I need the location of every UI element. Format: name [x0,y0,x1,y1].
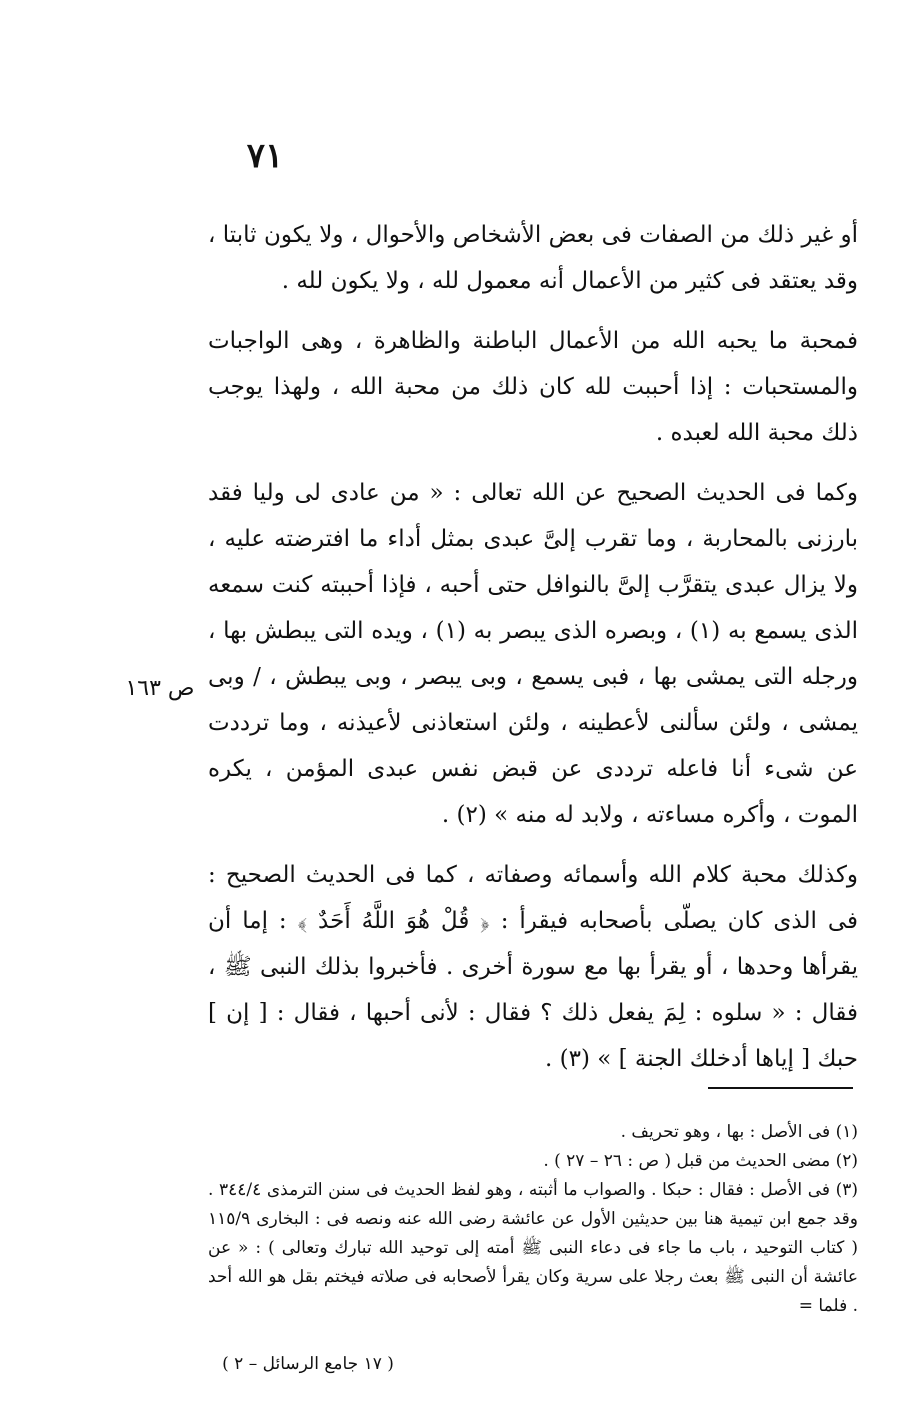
footnote: (٢) مضى الحديث من قبل ( ص : ٢٦ – ٢٧ ) . [543,1151,858,1171]
footnote: (٣) فى الأصل : فقال : حبكا . والصواب ما أثبته ، وهو لفظ الحديث فى سنن الترمذى ٣٤٤/٤ . وقد جمع ابن تيمية هنا بين حديثين الأول عن عائشة رضى الله عنه ونصه فى : البخارى ١١٥/٩ ( كتاب التوحيد ، باب ما جاء فى دعاء النبى ﷺ أمته إلى توحيد الله تبارك وتعالى ) : « عن عائشة أن النبى ﷺ بعث رجلا على سرية وكان يقرأ لأصحابه فى صلاته فيختم بقل هو الله أحد . فلما = [208,1180,859,1316]
margin-page-reference: ص ١٦٣ [125,676,195,701]
paragraph: أو غير ذلك من الصفات فى بعض الأشخاص والأحوال ، ولا يكون ثابتا ، وقد يعتقد فى كثير من الأعمال أنه معمول لله ، ولا يكون لله . [208,222,858,294]
footnotes [208,1118,858,1321]
signature-mark: ( ١٧ جامع الرسائل – ٢ ) [222,1354,394,1374]
paragraph: وكذلك محبة كلام الله وأسمائه وصفاته ، كما فى الحديث الصحيح : فى الذى كان يصلّى بأصحابه فيقرأ : ﴿ قُلْ هُوَ اللَّهُ أَحَدٌ ﴾ : إما أن يقرأها وحدها ، أو يقرأ بها مع سورة أخرى . فأخبروا بذلك النبى ﷺ ، فقال : « سلوه : لِمَ يفعل ذلك ؟ فقال : لأنى أحبها ، فقال : [ إن ] حبك [ إياها أدخلك الجنة ] » (٣) . [208,862,858,1072]
paragraph: فمحبة ما يحبه الله من الأعمال الباطنة والظاهرة ، وهى الواجبات والمستحبات : إذا أحببت لله كان ذلك من محبة الله ، ولهذا يوجب ذلك محبة الله لعبده . [208,328,858,446]
footnote-separator [708,1087,853,1089]
paragraph: وكما فى الحديث الصحيح عن الله تعالى : « من عادى لى وليا فقد بارزنى بالمحاربة ، وما تقرب إلىَّ عبدى بمثل أداء ما افترضته عليه ، ولا يزال عبدى يتقرَّب إلىَّ بالنوافل حتى أحبه ، فإذا أحببته كنت سمعه الذى يسمع به (١) ، وبصره الذى يبصر به (١) ، ويده التى يبطش بها ، ورجله التى يمشى بها ، فبى يسمع ، وبى يبصر ، وبى يبطش ، / وبى يمشى ، ولئن سألنى لأعطينه ، ولئن استعاذنى لأعيذنه ، وما ترددت عن شىء أنا فاعله ترددى عن قبض نفس عبدى المؤمن ، يكره الموت ، وأكره مساءته ، ولابد له منه » (٢) . [208,480,858,828]
page-number: ٧١ [246,136,284,176]
footnote: (١) فى الأصل : بها ، وهو تحريف . [620,1122,858,1142]
main-text [208,212,858,1096]
